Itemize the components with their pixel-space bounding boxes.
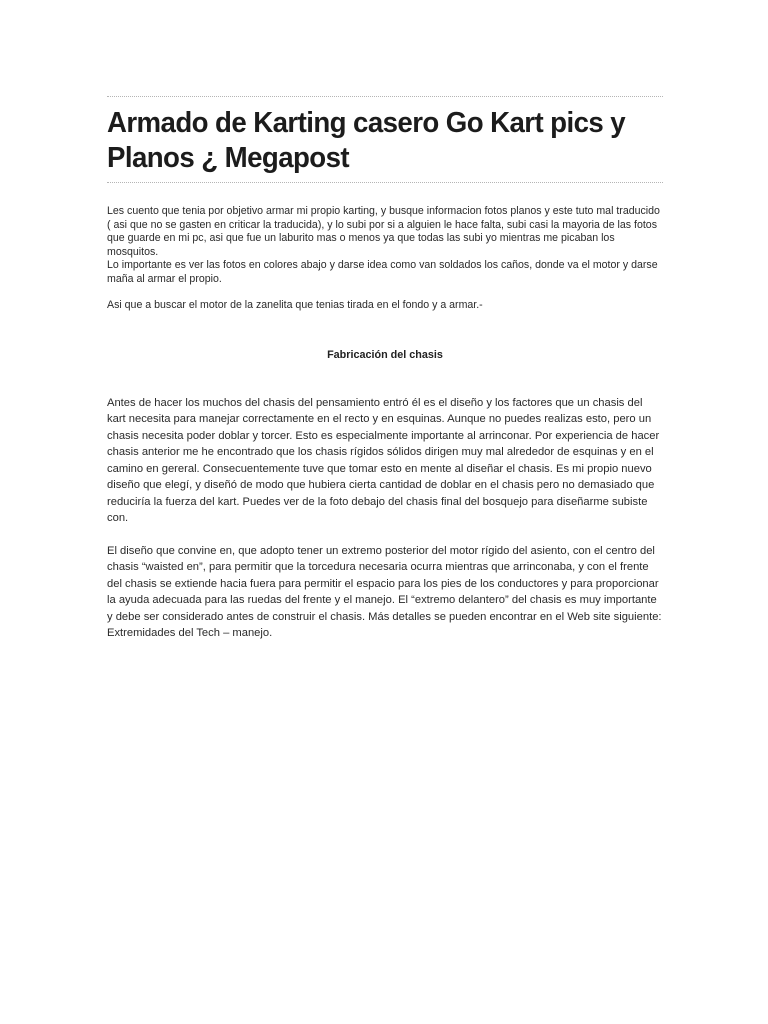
page-title: Armado de Karting casero Go Kart pics y Planos ¿ Megapost <box>107 107 626 174</box>
intro-paragraph: Lo importante es ver las fotos en colores abajo y darse idea como van soldados los caños, donde va el motor y darse maña al armar el propio. <box>107 259 658 285</box>
section-heading: Fabricación del chasis <box>327 348 443 361</box>
document-page <box>107 96 663 642</box>
body-paragraph: Antes de hacer los muchos del chasis del pensamiento entró él es el diseño y los factores que un chasis del kart necesita para manejar correctamente en el recto y en esquinas. Aunque no puedes realizas esto, pero un chasis necesita poder doblar y torcer. Esto es especialmente importante al arrinconar. Por experiencia de hacer chasis anterior me he encontrado que los chasis rígidos sólidos dirigen muy mal alrededor de esquinas y en el camino en gereral. Consecuentemente tuve que tomar esto en mente al diseñar el chasis. Es mi propio nuevo diseño que elegí, y diseñó de modo que hubiera cierta cantidad de doblar en el chasis pero no demasiado que reduciría la fuerza del kart. Puedes ver de la foto debajo del chasis final del bosquejo para diseñarme subiste con. <box>107 396 660 524</box>
body-section <box>107 395 663 642</box>
title-divider <box>107 182 663 183</box>
intro-paragraph: Asi que a buscar el motor de la zanelita que tenias tirada en el fondo y a armar.- <box>107 299 483 311</box>
body-paragraph: El diseño que convine en, que adopto tener un extremo posterior del motor rígido del asiento, con el centro del chasis “waisted en”, para permitir que la torcedura necesaria ocurra mientras que arrinconaba, y con el frente del chasis se extiende hacia fuera para permitir el espacio para los pies de los conductores y para proporcionar la ayuda adecuada para las ruedas del frente y el manejo. El “extremo delantero” del chasis es muy importante y debe ser considerado antes de construir el chasis. Más detalles se pueden encontrar en el Web site siguiente: Extremidades del Tech – manejo. <box>107 544 662 639</box>
intro-section <box>107 205 663 313</box>
top-divider <box>107 96 663 97</box>
intro-paragraph: Les cuento que tenia por objetivo armar mi propio karting, y busque informacion fotos planos y este tuto mal traducido ( asi que no se gasten en criticar la traducida), y lo subi por si a alguien le hace falta, subi casi la mayoria de las fotos que guarde en mi pc, asi que fue un laburito mas o menos ya que todas las subi yo mientras me picaban los mosquitos. <box>107 205 660 258</box>
